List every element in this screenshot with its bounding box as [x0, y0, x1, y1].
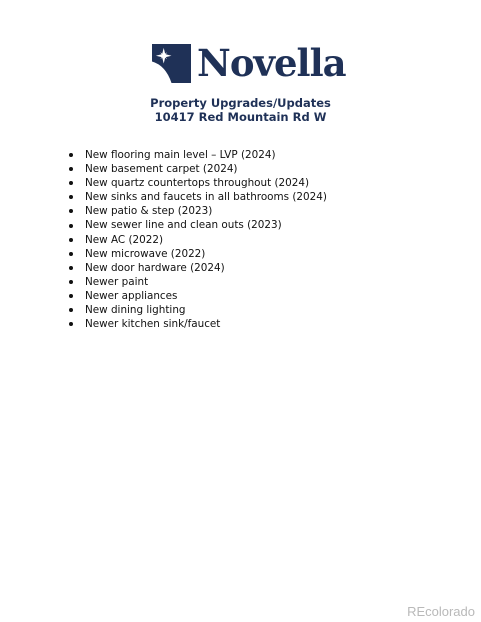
list-item — [69, 317, 327, 331]
list-item-text: New sewer line and clean outs (2023) — [85, 219, 282, 232]
list-item — [69, 162, 327, 176]
list-item-text: New sinks and faucets in all bathrooms (2024) — [85, 191, 327, 204]
list-item — [69, 204, 327, 218]
bullet-icon — [69, 195, 73, 199]
bullet-icon — [69, 209, 73, 213]
list-item-text: New door hardware (2024) — [85, 261, 225, 274]
list-item-text: Newer paint — [85, 275, 149, 288]
bullet-icon — [69, 238, 73, 242]
document-title: Property Upgrades/Updates — [150, 96, 331, 110]
list-item-text: New patio & step (2023) — [85, 205, 213, 218]
list-item-text: New dining lighting — [85, 304, 186, 317]
bullet-icon — [69, 153, 73, 157]
list-item-text: Newer kitchen sink/faucet — [85, 318, 221, 331]
bullet-icon — [69, 167, 73, 171]
bullet-icon — [69, 252, 73, 256]
list-item — [69, 261, 327, 275]
list-item — [69, 218, 327, 232]
bullet-icon — [69, 224, 73, 228]
bullet-icon — [69, 266, 73, 270]
bullet-icon — [69, 294, 73, 298]
upgrades-list — [69, 148, 327, 331]
list-item — [69, 289, 327, 303]
star-flag-logo-icon — [152, 44, 191, 83]
bullet-icon — [69, 322, 73, 326]
list-item — [69, 275, 327, 289]
list-item — [69, 148, 327, 162]
brand-logo — [152, 42, 346, 84]
bullet-icon — [69, 308, 73, 312]
list-item-text: New quartz countertops throughout (2024) — [85, 177, 310, 190]
list-item — [69, 233, 327, 247]
list-item — [69, 303, 327, 317]
list-item-text: New microwave (2022) — [85, 247, 206, 260]
list-item — [69, 247, 327, 261]
list-item-text: New basement carpet (2024) — [85, 163, 238, 176]
brand-name: Novella — [197, 41, 346, 85]
list-item-text: New AC (2022) — [85, 233, 164, 246]
list-item-text: Newer appliances — [85, 289, 178, 302]
bullet-icon — [69, 181, 73, 185]
list-item — [69, 176, 327, 190]
list-item — [69, 190, 327, 204]
bullet-icon — [69, 280, 73, 284]
recolorado-watermark: REcolorado — [407, 604, 475, 619]
property-address: 10417 Red Mountain Rd W — [154, 110, 327, 124]
list-item-text: New flooring main level – LVP (2024) — [85, 149, 276, 161]
